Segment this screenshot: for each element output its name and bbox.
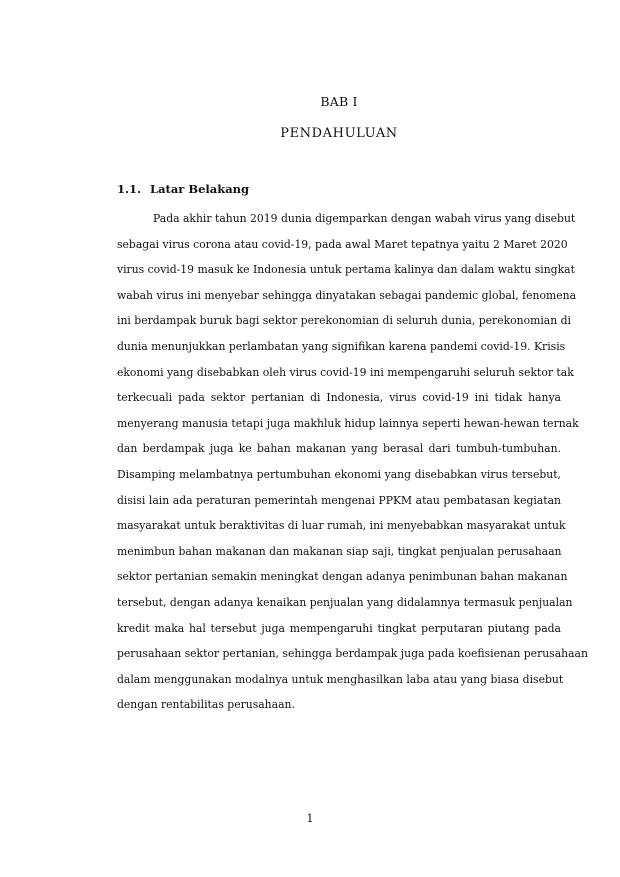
page-number: 1 [306, 812, 314, 825]
paragraph-line: wabah virus ini menyebar sehingga dinyatakan sebagai pandemic global, fenomena [117, 288, 577, 302]
section-number: 1.1. [117, 182, 142, 196]
paragraph-line: dan berdampak juga ke bahan makanan yang berasal dari tumbuh-tumbuhan. [117, 442, 561, 456]
paragraph-line: menimbun bahan makanan dan makanan siap saji, tingkat penjualan perusahaan [117, 544, 562, 558]
paragraph-line: dalam menggunakan modalnya untuk menghasilkan laba atau yang biasa disebut [117, 672, 564, 686]
section-title: Latar Belakang [150, 182, 250, 196]
paragraph-line: ini berdampak buruk bagi sektor perekonomian di seluruh dunia, perekonomian di [117, 314, 571, 328]
paragraph-line: kredit maka hal tersebut juga mempengaruhi tingkat perputaran piutang pada [117, 621, 561, 635]
paragraph-line: dunia menunjukkan perlambatan yang signifikan karena pandemi covid-19. Krisis [117, 339, 566, 353]
body-paragraph [117, 206, 588, 718]
paragraph-line: perusahaan sektor pertanian, sehingga berdampak juga pada koefisienan perusahaan [117, 647, 588, 661]
paragraph-line: sebagai virus corona atau covid-19, pada awal Maret tepatnya yaitu 2 Maret 2020 [117, 237, 568, 251]
paragraph-line: virus covid-19 masuk ke Indonesia untuk pertama kalinya dan dalam waktu singkat [117, 263, 575, 277]
chapter-number: BAB I [320, 94, 358, 109]
paragraph-line: Pada akhir tahun 2019 dunia digemparkan dengan wabah virus yang disebut [153, 212, 576, 225]
paragraph-line: sektor pertanian semakin meningkat dengan adanya penimbunan bahan makanan [117, 570, 568, 584]
paragraph-line: dengan rentabilitas perusahaan. [117, 698, 295, 712]
paragraph-line: terkecuali pada sektor pertanian di Indonesia, virus covid-19 ini tidak hanya [117, 391, 561, 405]
paragraph-line: disisi lain ada peraturan pemerintah mengenai PPKM atau pembatasan kegiatan [117, 493, 561, 507]
paragraph-line: tersebut, dengan adanya kenaikan penjualan yang didalamnya termasuk penjualan [117, 595, 573, 609]
paragraph-line: ekonomi yang disebabkan oleh virus covid-19 ini mempengaruhi seluruh sektor tak [117, 365, 574, 379]
paragraph-line: masyarakat untuk beraktivitas di luar rumah, ini menyebabkan masyarakat untuk [117, 519, 566, 533]
paragraph-line: Disamping melambatnya pertumbuhan ekonomi yang disebabkan virus tersebut, [117, 467, 561, 481]
section-heading [117, 182, 249, 196]
chapter-title: PENDAHULUAN [280, 126, 398, 141]
paragraph-line: menyerang manusia tetapi juga makhluk hidup lainnya seperti hewan-hewan ternak [117, 416, 579, 430]
